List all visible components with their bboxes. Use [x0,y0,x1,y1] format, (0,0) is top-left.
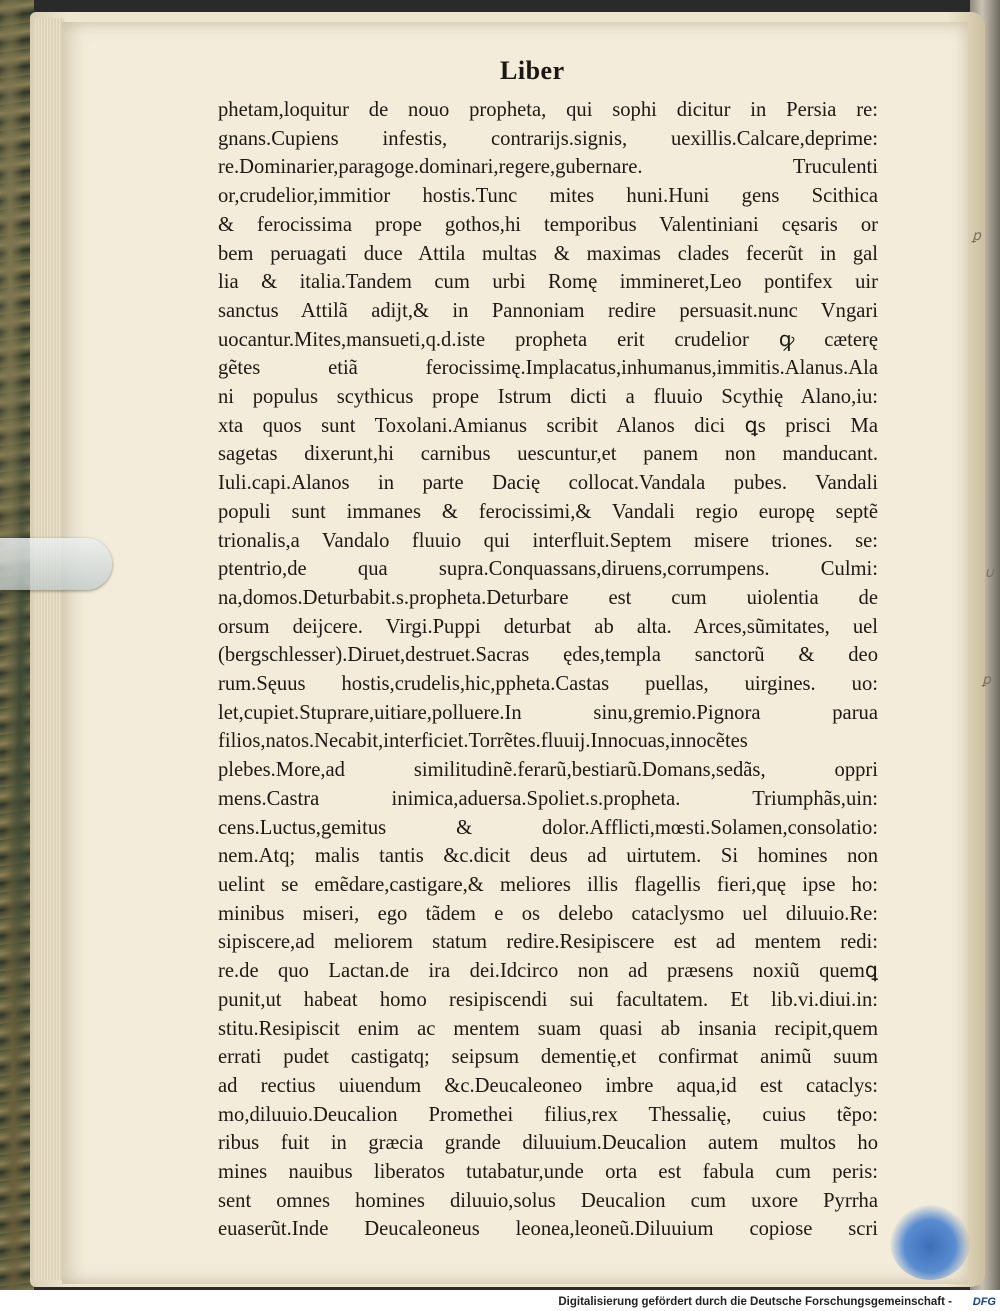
text-line: nem.Atq; malis tantis &c.dicit deus ad uirtutem. Si homines non [218,845,878,868]
text-line: re.de quo Lactan.de ira dei.Idcirco non ad præsens noxiũ quemꝗ [218,960,878,983]
text-line: plebes.More,ad similitudinẽ.ferarũ,bestiarũ.Domans,sedãs, oppri [218,759,878,782]
text-line: let,cupiet.Stuprare,uitiare,polluere.In sinu,gremio.Pignora parua [218,701,878,724]
text-line: cens.Luctus,gemitus & dolor.Afflicti,mœsti.Solamen,consolatio: [218,816,878,839]
text-line: lia & italia.Tandem cum urbi Romę immineret,Leo pontifex uir [218,271,878,294]
text-line: sanctus Attilã adijt,& in Pannoniam redire persuasit.nunc Vngari [218,299,878,322]
page-edges [34,18,64,1280]
margin-mark: ∪ [984,566,995,581]
footer-bar [0,1290,1000,1311]
margin-mark: ꝑ [972,229,981,244]
text-line: (bergschlesser).Diruet,destruet.Sacras ędes,templa sanctorũ & deo [218,644,878,667]
text-line: orsum deijcere. Virgi.Puppi deturbat ab alta. Arces,sũmitates, uel [218,615,878,638]
digitization-credit: Digitalisierung gefördert durch die Deutsche Forschungsgemeinschaft - [558,1296,952,1308]
text-line: re.Dominarier,paragoge.dominari,regere,gubernare. Truculenti [218,156,878,179]
text-line: gẽtes etiã ferocissimę.Implacatus,inhumanus,immitis.Alanus.Ala [218,357,878,380]
text-line: populi sunt immanes & ferocissimi,& Vandali regio europę septẽ [218,500,878,523]
text-line: uocantur.Mites,mansueti,q.d.iste propheta erit crudelior ꝙ cæterę [218,328,878,351]
text-line: ni populus scythicus prope Istrum dicti a fluuio Scythię Alano,iu: [218,386,878,409]
text-line: punit,ut habeat homo resipiscendi sui facultatem. Et lib.vi.diui.in: [218,988,878,1011]
text-line: ptentrio,de qua supra.Conquassans,diruens,corrumpens. Culmi: [218,558,878,581]
text-line: or,crudelior,immitior hostis.Tunc mites huni.Huni gens Scithica [218,185,878,208]
page-clip [0,538,112,590]
text-line: & ferocissima prope gothos,hi temporibus Valentiniani cęsaris or [218,213,878,236]
running-head: Liber [500,56,565,85]
text-line: mens.Castra inimica,aduersa.Spoliet.s.propheta. Triumphãs,uin: [218,787,878,810]
text-line: euaserũt.Inde Deucaleoneus leonea,leoneũ.Diluuium copiose scri [218,1218,878,1241]
text-line: sagetas dixerunt,hi carnibus uescuntur,et panem non manducant. [218,443,878,466]
text-line: mines nauibus liberatos tutabatur,unde orta est fabula cum peris: [218,1161,878,1184]
text-line: na,domos.Deturbabit.s.propheta.Deturbare est cum uiolentia de [218,586,878,609]
ink-stain [890,1205,970,1280]
body-text [218,96,878,1244]
text-line: filios,natos.Necabit,interficiet.Torrẽtes.fluuij.Innocuas,innocẽtes [218,730,748,753]
marbled-cover-left [0,0,34,1290]
margin-mark: ꝑ [982,673,991,688]
text-line: bem peruagati duce Attila multas & maximas clades fecerũt in gal [218,242,878,265]
text-line: errati pudet castigatq; seipsum dementię,et confirmat animũ suum [218,1046,878,1069]
text-line: uelint se emẽdare,castigare,& meliores illis flagellis fieri,quę ipse ho: [218,873,878,896]
text-line: mo,diluuio.Deucalion Promethei filius,rex Thessalię, cuius tẽpo: [218,1103,878,1126]
dfg-logo: DFG [972,1296,996,1308]
text-line: ad rectius uiuendum &c.Deucaleoneo imbre aqua,id est cataclys: [218,1074,878,1097]
text-line: sent omnes homines diluuio,solus Deucalion cum uxore Pyrrha [218,1189,878,1212]
text-line: gnans.Cupiens infestis, contrarijs.signis, uexillis.Calcare,deprime: [218,127,878,150]
text-line: minibus miseri, ego tãdem e os delebo cataclysmo uel diluuio.Re: [218,902,878,925]
text-line: rum.Sęuus hostis,crudelis,hic,ppheta.Castas puellas, uirgines. uo: [218,673,878,696]
text-line: stitu.Resipiscit enim ac mentem suam quasi ab insania recipit,quem [218,1017,878,1040]
text-line: phetam,loquitur de nouo propheta, qui sophi dicitur in Persia re: [218,99,878,121]
text-line: trionalis,a Vandalo fluuio qui interfluit.Septem misere triones. se: [218,529,878,552]
text-line: ribus fuit in græcia grande diluuium.Deucalion autem multos ho [218,1132,878,1155]
text-line: Iuli.capi.Alanos in parte Dacię collocat.Vandala pubes. Vandali [218,472,878,495]
text-line: xta quos sunt Toxolani.Amianus scribit Alanos dici ꝗs prisci Ma [218,414,878,437]
text-line: sipiscere,ad meliorem statum redire.Resipiscere est ad mentem redi: [218,931,878,954]
